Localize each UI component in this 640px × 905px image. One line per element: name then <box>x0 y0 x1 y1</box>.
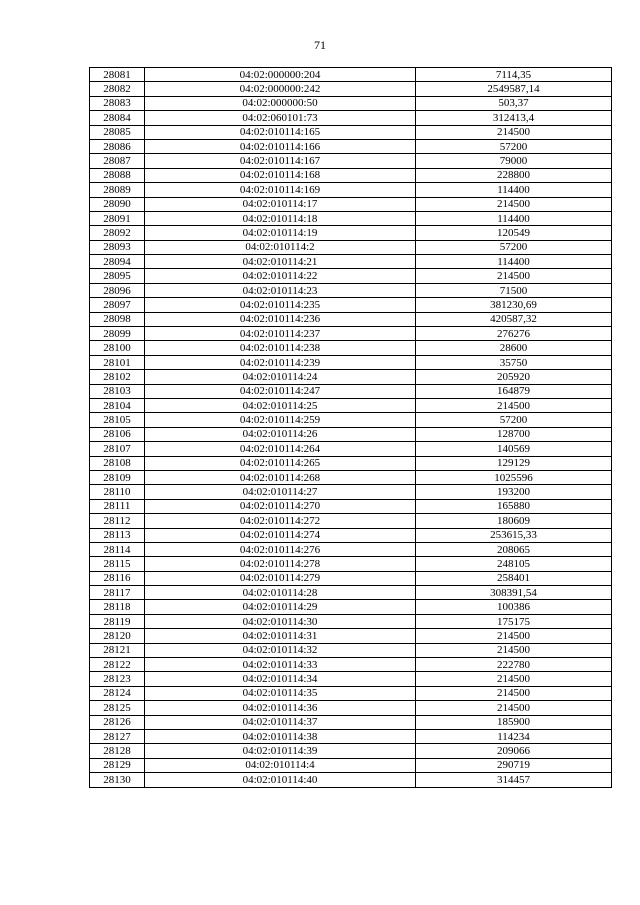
table-body <box>90 68 612 788</box>
row-number-cell: 28085 <box>90 125 145 139</box>
table-row <box>90 413 612 427</box>
row-number-cell: 28121 <box>90 643 145 657</box>
cadastral-number-cell: 04:02:010114:31 <box>145 629 416 643</box>
cadastral-number-cell: 04:02:060101:73 <box>145 111 416 125</box>
row-number-cell: 28114 <box>90 542 145 556</box>
cadastral-number-cell: 04:02:010114:165 <box>145 125 416 139</box>
cadastral-number-cell: 04:02:010114:30 <box>145 614 416 628</box>
table-row <box>90 197 612 211</box>
cadastral-number-cell: 04:02:010114:25 <box>145 398 416 412</box>
value-cell: 175175 <box>416 614 612 628</box>
cadastral-number-cell: 04:02:010114:23 <box>145 283 416 297</box>
row-number-cell: 28111 <box>90 499 145 513</box>
value-cell: 35750 <box>416 355 612 369</box>
value-cell: 165880 <box>416 499 612 513</box>
row-number-cell: 28083 <box>90 96 145 110</box>
cadastral-number-cell: 04:02:010114:33 <box>145 658 416 672</box>
cadastral-number-cell: 04:02:010114:166 <box>145 139 416 153</box>
table-row <box>90 68 612 82</box>
row-number-cell: 28101 <box>90 355 145 369</box>
row-number-cell: 28100 <box>90 341 145 355</box>
table-row <box>90 168 612 182</box>
value-cell: 180609 <box>416 514 612 528</box>
cadastral-number-cell: 04:02:010114:36 <box>145 701 416 715</box>
row-number-cell: 28081 <box>90 68 145 82</box>
cadastral-number-cell: 04:02:010114:272 <box>145 514 416 528</box>
value-cell: 214500 <box>416 629 612 643</box>
row-number-cell: 28116 <box>90 571 145 585</box>
row-number-cell: 28128 <box>90 744 145 758</box>
cadastral-number-cell: 04:02:010114:279 <box>145 571 416 585</box>
table-row <box>90 672 612 686</box>
table-row <box>90 701 612 715</box>
value-cell: 381230,69 <box>416 298 612 312</box>
value-cell: 114400 <box>416 183 612 197</box>
cadastre-table <box>89 67 612 788</box>
value-cell: 79000 <box>416 154 612 168</box>
value-cell: 253615,33 <box>416 528 612 542</box>
value-cell: 209066 <box>416 744 612 758</box>
value-cell: 308391,54 <box>416 586 612 600</box>
value-cell: 214500 <box>416 701 612 715</box>
table-row <box>90 139 612 153</box>
value-cell: 114400 <box>416 255 612 269</box>
cadastral-number-cell: 04:02:000000:242 <box>145 82 416 96</box>
row-number-cell: 28092 <box>90 226 145 240</box>
value-cell: 57200 <box>416 139 612 153</box>
row-number-cell: 28123 <box>90 672 145 686</box>
cadastral-number-cell: 04:02:010114:169 <box>145 183 416 197</box>
table-row <box>90 528 612 542</box>
value-cell: 214500 <box>416 672 612 686</box>
cadastral-number-cell: 04:02:010114:239 <box>145 355 416 369</box>
table-row <box>90 370 612 384</box>
table-row <box>90 600 612 614</box>
value-cell: 185900 <box>416 715 612 729</box>
table-row <box>90 298 612 312</box>
row-number-cell: 28105 <box>90 413 145 427</box>
cadastral-number-cell: 04:02:010114:278 <box>145 557 416 571</box>
table-row <box>90 485 612 499</box>
table-row <box>90 586 612 600</box>
cadastral-number-cell: 04:02:010114:168 <box>145 168 416 182</box>
row-number-cell: 28082 <box>90 82 145 96</box>
cadastral-number-cell: 04:02:000000:50 <box>145 96 416 110</box>
cadastral-number-cell: 04:02:010114:235 <box>145 298 416 312</box>
value-cell: 214500 <box>416 398 612 412</box>
value-cell: 71500 <box>416 283 612 297</box>
cadastral-number-cell: 04:02:010114:40 <box>145 773 416 787</box>
row-number-cell: 28118 <box>90 600 145 614</box>
table-row <box>90 557 612 571</box>
value-cell: 503,37 <box>416 96 612 110</box>
table-row <box>90 715 612 729</box>
table-row <box>90 211 612 225</box>
cadastral-number-cell: 04:02:010114:35 <box>145 686 416 700</box>
table-row <box>90 355 612 369</box>
row-number-cell: 28117 <box>90 586 145 600</box>
table-row <box>90 82 612 96</box>
value-cell: 57200 <box>416 240 612 254</box>
row-number-cell: 28129 <box>90 758 145 772</box>
value-cell: 100386 <box>416 600 612 614</box>
row-number-cell: 28104 <box>90 398 145 412</box>
value-cell: 258401 <box>416 571 612 585</box>
table-row <box>90 125 612 139</box>
value-cell: 214500 <box>416 269 612 283</box>
cadastral-number-cell: 04:02:010114:268 <box>145 470 416 484</box>
table-row <box>90 255 612 269</box>
value-cell: 420587,32 <box>416 312 612 326</box>
value-cell: 276276 <box>416 327 612 341</box>
value-cell: 314457 <box>416 773 612 787</box>
row-number-cell: 28122 <box>90 658 145 672</box>
cadastral-number-cell: 04:02:010114:34 <box>145 672 416 686</box>
cadastral-number-cell: 04:02:010114:27 <box>145 485 416 499</box>
cadastral-number-cell: 04:02:010114:26 <box>145 427 416 441</box>
table-row <box>90 629 612 643</box>
row-number-cell: 28112 <box>90 514 145 528</box>
value-cell: 120549 <box>416 226 612 240</box>
cadastral-number-cell: 04:02:010114:28 <box>145 586 416 600</box>
cadastral-number-cell: 04:02:010114:37 <box>145 715 416 729</box>
value-cell: 312413,4 <box>416 111 612 125</box>
row-number-cell: 28113 <box>90 528 145 542</box>
row-number-cell: 28090 <box>90 197 145 211</box>
row-number-cell: 28103 <box>90 384 145 398</box>
row-number-cell: 28095 <box>90 269 145 283</box>
table-row <box>90 514 612 528</box>
value-cell: 290719 <box>416 758 612 772</box>
row-number-cell: 28096 <box>90 283 145 297</box>
table-row <box>90 442 612 456</box>
table-row <box>90 312 612 326</box>
value-cell: 205920 <box>416 370 612 384</box>
table-row <box>90 240 612 254</box>
value-cell: 114400 <box>416 211 612 225</box>
table-row <box>90 658 612 672</box>
table-row <box>90 283 612 297</box>
table-row <box>90 542 612 556</box>
value-cell: 57200 <box>416 413 612 427</box>
row-number-cell: 28097 <box>90 298 145 312</box>
cadastral-number-cell: 04:02:010114:276 <box>145 542 416 556</box>
row-number-cell: 28115 <box>90 557 145 571</box>
cadastral-number-cell: 04:02:010114:2 <box>145 240 416 254</box>
value-cell: 140569 <box>416 442 612 456</box>
row-number-cell: 28091 <box>90 211 145 225</box>
table-row <box>90 111 612 125</box>
cadastral-number-cell: 04:02:010114:274 <box>145 528 416 542</box>
table-row <box>90 341 612 355</box>
table-row <box>90 456 612 470</box>
row-number-cell: 28127 <box>90 729 145 743</box>
value-cell: 7114,35 <box>416 68 612 82</box>
table-row <box>90 398 612 412</box>
row-number-cell: 28099 <box>90 327 145 341</box>
cadastral-number-cell: 04:02:010114:24 <box>145 370 416 384</box>
table-row <box>90 773 612 787</box>
row-number-cell: 28108 <box>90 456 145 470</box>
value-cell: 208065 <box>416 542 612 556</box>
table-row <box>90 729 612 743</box>
row-number-cell: 28107 <box>90 442 145 456</box>
cadastral-number-cell: 04:02:010114:32 <box>145 643 416 657</box>
table-row <box>90 154 612 168</box>
value-cell: 214500 <box>416 197 612 211</box>
cadastral-number-cell: 04:02:010114:4 <box>145 758 416 772</box>
row-number-cell: 28098 <box>90 312 145 326</box>
value-cell: 114234 <box>416 729 612 743</box>
table-row <box>90 470 612 484</box>
value-cell: 222780 <box>416 658 612 672</box>
page-number: 71 <box>314 38 326 52</box>
cadastral-number-cell: 04:02:010114:265 <box>145 456 416 470</box>
cadastral-number-cell: 04:02:010114:236 <box>145 312 416 326</box>
row-number-cell: 28126 <box>90 715 145 729</box>
row-number-cell: 28087 <box>90 154 145 168</box>
row-number-cell: 28093 <box>90 240 145 254</box>
cadastral-number-cell: 04:02:010114:39 <box>145 744 416 758</box>
cadastral-number-cell: 04:02:010114:19 <box>145 226 416 240</box>
cadastral-number-cell: 04:02:010114:18 <box>145 211 416 225</box>
value-cell: 1025596 <box>416 470 612 484</box>
row-number-cell: 28125 <box>90 701 145 715</box>
cadastral-number-cell: 04:02:010114:270 <box>145 499 416 513</box>
row-number-cell: 28094 <box>90 255 145 269</box>
value-cell: 129129 <box>416 456 612 470</box>
table-row <box>90 269 612 283</box>
table-row <box>90 744 612 758</box>
table-row <box>90 643 612 657</box>
value-cell: 214500 <box>416 643 612 657</box>
row-number-cell: 28088 <box>90 168 145 182</box>
row-number-cell: 28106 <box>90 427 145 441</box>
row-number-cell: 28124 <box>90 686 145 700</box>
value-cell: 214500 <box>416 125 612 139</box>
cadastral-number-cell: 04:02:010114:17 <box>145 197 416 211</box>
value-cell: 214500 <box>416 686 612 700</box>
cadastral-number-cell: 04:02:010114:247 <box>145 384 416 398</box>
cadastral-number-cell: 04:02:010114:167 <box>145 154 416 168</box>
table-row <box>90 384 612 398</box>
cadastral-number-cell: 04:02:000000:204 <box>145 68 416 82</box>
value-cell: 164879 <box>416 384 612 398</box>
table-row <box>90 226 612 240</box>
cadastral-number-cell: 04:02:010114:38 <box>145 729 416 743</box>
value-cell: 28600 <box>416 341 612 355</box>
row-number-cell: 28110 <box>90 485 145 499</box>
table-row <box>90 327 612 341</box>
row-number-cell: 28109 <box>90 470 145 484</box>
cadastral-number-cell: 04:02:010114:21 <box>145 255 416 269</box>
row-number-cell: 28089 <box>90 183 145 197</box>
cadastral-number-cell: 04:02:010114:237 <box>145 327 416 341</box>
value-cell: 128700 <box>416 427 612 441</box>
table-row <box>90 499 612 513</box>
cadastral-number-cell: 04:02:010114:264 <box>145 442 416 456</box>
row-number-cell: 28130 <box>90 773 145 787</box>
value-cell: 193200 <box>416 485 612 499</box>
table-row <box>90 686 612 700</box>
cadastral-number-cell: 04:02:010114:259 <box>145 413 416 427</box>
row-number-cell: 28120 <box>90 629 145 643</box>
row-number-cell: 28086 <box>90 139 145 153</box>
table-row <box>90 183 612 197</box>
table-row <box>90 96 612 110</box>
table-row <box>90 758 612 772</box>
value-cell: 2549587,14 <box>416 82 612 96</box>
table-row <box>90 614 612 628</box>
row-number-cell: 28119 <box>90 614 145 628</box>
cadastral-number-cell: 04:02:010114:22 <box>145 269 416 283</box>
row-number-cell: 28102 <box>90 370 145 384</box>
table-row <box>90 427 612 441</box>
cadastral-number-cell: 04:02:010114:29 <box>145 600 416 614</box>
row-number-cell: 28084 <box>90 111 145 125</box>
value-cell: 248105 <box>416 557 612 571</box>
table-row <box>90 571 612 585</box>
value-cell: 228800 <box>416 168 612 182</box>
cadastral-number-cell: 04:02:010114:238 <box>145 341 416 355</box>
